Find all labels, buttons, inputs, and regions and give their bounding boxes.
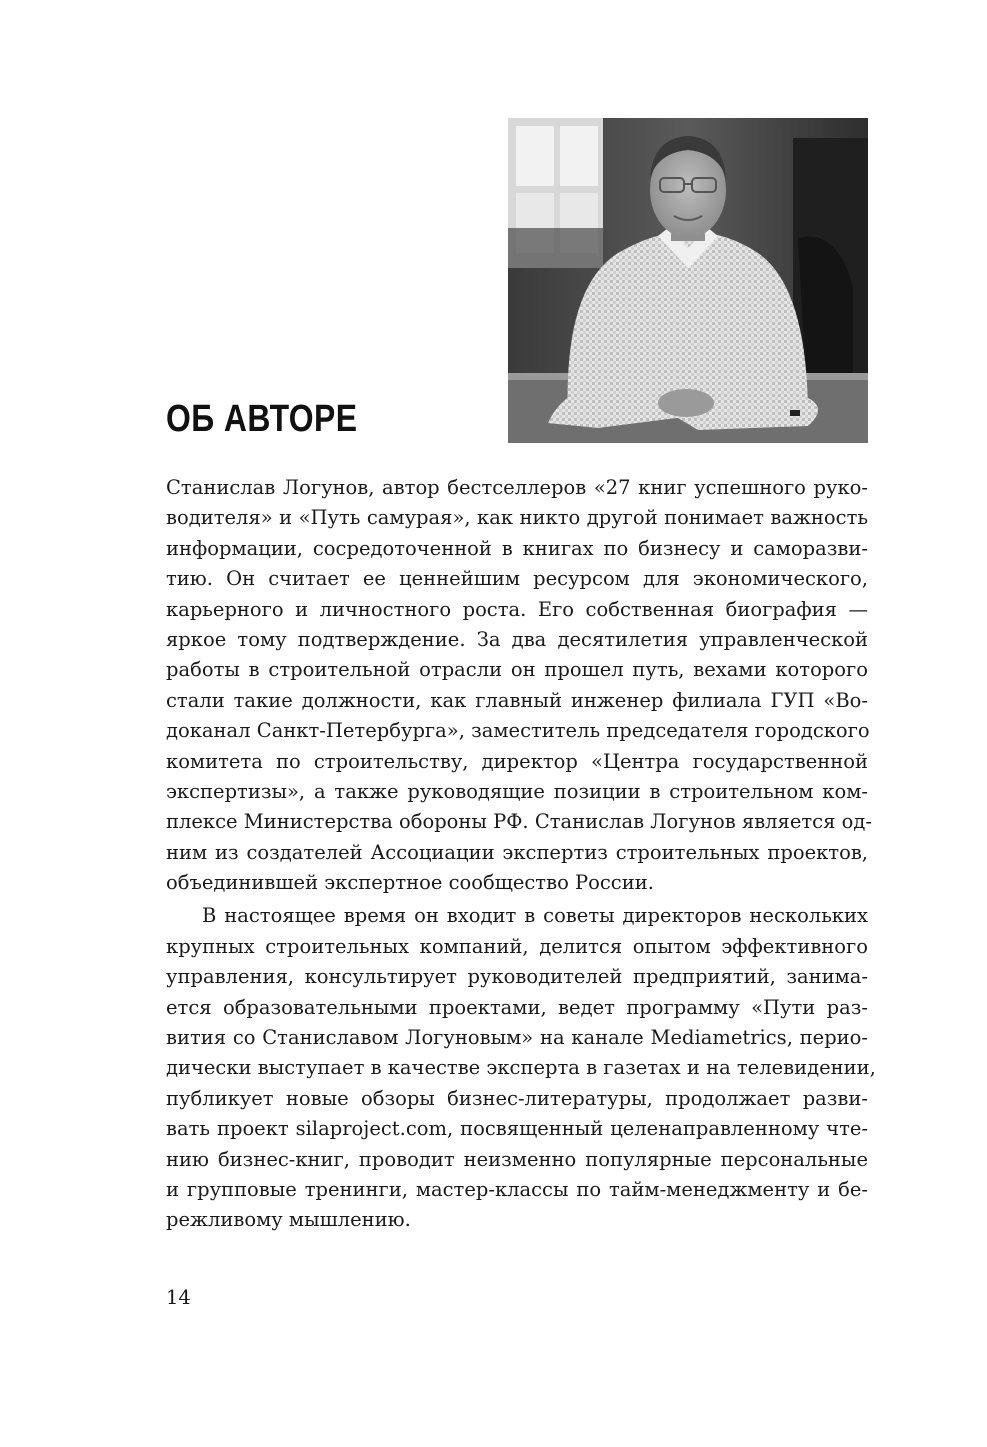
paragraph-1 — [166, 473, 872, 898]
text-line: комитета по строительству, директор «Центра государственной — [166, 749, 868, 773]
text-line: экспертизы», а также руководящие позиции в строительном ком- — [166, 779, 868, 803]
text-line: и групповые тренинги, мастер-классы по тайм-менеджменту и бе- — [166, 1177, 868, 1201]
text-line: управления, консультирует руководителей предприятий, занима- — [166, 965, 868, 989]
author-biography — [166, 473, 876, 1236]
paragraph-2 — [166, 901, 876, 1235]
text-line: режливому мышлению. — [166, 1208, 411, 1232]
text-line: тию. Он считает ее ценнейшим ресурсом для экономического, — [166, 567, 868, 591]
text-line: ется образовательными проектами, ведет программу «Пути раз- — [166, 995, 868, 1019]
text-line: объединившей экспертное сообщество России. — [166, 871, 654, 895]
text-line: Станислав Логунов, автор бестселлеров «27 книг успешного руко- — [166, 476, 868, 499]
text-line: вития со Станиславом Логуновым» на канале Mediametrics, перио- — [166, 1026, 868, 1050]
page-title: ОБ АВТОРЕ — [166, 398, 358, 440]
text-line: информации, сосредоточенной в книгах по бизнесу и саморазви- — [166, 536, 868, 560]
text-line: доканал Санкт-Петербурга», заместитель председателя городского — [166, 719, 870, 743]
text-line: плексе Министерства обороны РФ. Станислав Логунов является од- — [166, 810, 872, 834]
text-line: водителя» и «Путь самурая», как никто другой понимает важность — [166, 506, 868, 530]
text-line: карьерного и личностного роста. Его собственная биография — — [166, 597, 868, 621]
text-line: вать проект silaproject.com, посвященный целенаправленному чте- — [166, 1117, 868, 1141]
text-line: крупных строительных компаний, делится опытом эффективного — [166, 934, 868, 958]
page-number: 14 — [166, 1286, 191, 1309]
text-line: работы в строительной отрасли он прошел путь, вехами которого — [166, 658, 868, 682]
text-line: стали такие должности, как главный инженер филиала ГУП «Во- — [166, 688, 868, 712]
text-line: нию бизнес-книг, проводит неизменно популярные персональные — [166, 1147, 868, 1171]
text-line: публикует новые обзоры бизнес-литературы, продолжает разви- — [166, 1086, 868, 1110]
text-line: яркое тому подтверждение. За два десятилетия управленческой — [166, 627, 868, 651]
text-line: дически выступает в качестве эксперта в газетах и на телевидении, — [166, 1056, 876, 1080]
text-line: В настоящее время он входит в советы директоров нескольких — [202, 904, 868, 928]
text-line: ним из создателей Ассоциации экспертиз строительных проектов, — [166, 840, 868, 864]
author-photo — [508, 118, 868, 443]
